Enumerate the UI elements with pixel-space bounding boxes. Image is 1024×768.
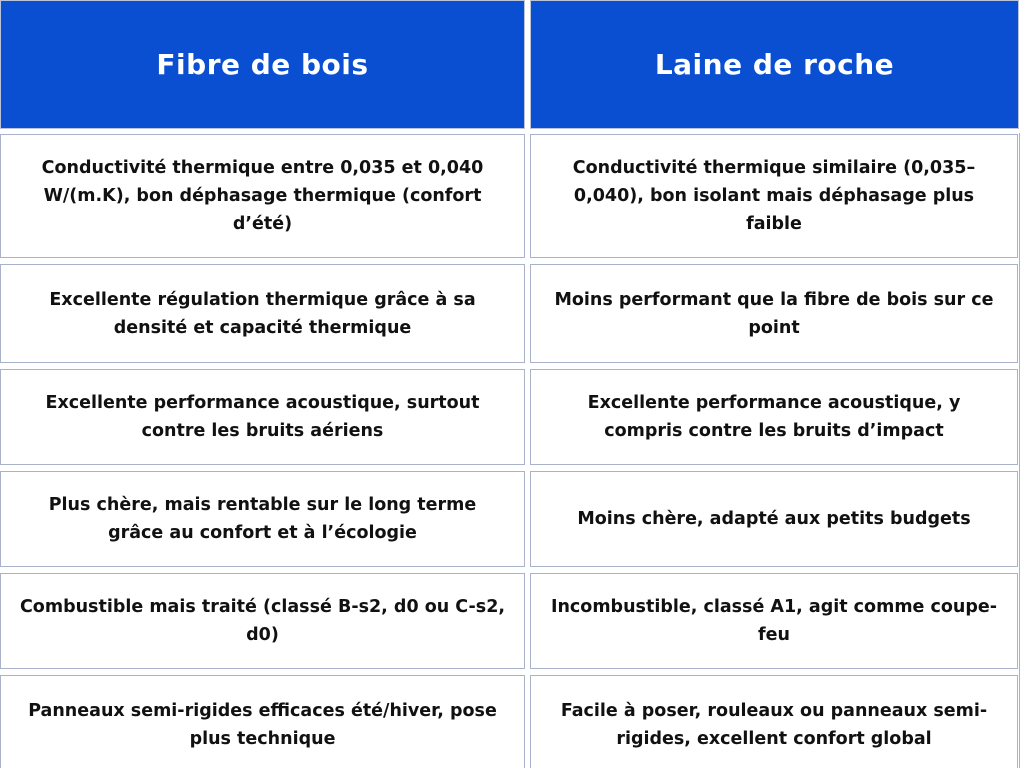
cell-laine-thermal-conductivity	[530, 134, 1018, 258]
cell-text: Panneaux semi-rigides efficaces été/hiver, pose plus technique	[28, 700, 497, 749]
header-label: Fibre de bois	[156, 48, 369, 81]
header-label: Laine de roche	[654, 48, 895, 81]
cell-text: Combustible mais traité (classé B-s2, d0 ou C-s2, d0)	[19, 597, 506, 645]
cell-text: Excellente régulation thermique grâce à sa densité et capacité thermique	[49, 289, 476, 338]
cell-fibre-price	[0, 471, 525, 567]
third-column-edge	[1019, 133, 1024, 768]
header-fibre-de-bois	[0, 0, 525, 129]
cell-fibre-thermal-conductivity	[0, 134, 525, 258]
cell-text: Moins performant que la fibre de bois sur ce point	[554, 289, 994, 338]
cell-laine-fire-resistance	[530, 573, 1018, 669]
header-laine-de-roche	[530, 0, 1019, 129]
cell-fibre-installation	[0, 675, 525, 768]
cell-laine-installation	[530, 675, 1018, 768]
cell-laine-thermal-regulation	[530, 264, 1018, 363]
cell-text: Plus chère, mais rentable sur le long terme grâce au confort et à l’écologie	[48, 495, 477, 543]
cell-text: Conductivité thermique entre 0,035 et 0,040 W/(m.K), bon déphasage thermique (confort d’été)	[41, 158, 484, 234]
cell-laine-acoustic	[530, 369, 1018, 465]
cell-laine-price	[530, 471, 1018, 567]
cell-text: Facile à poser, rouleaux ou panneaux semi-rigides, excellent confort global	[560, 700, 988, 749]
cell-text: Conductivité thermique similaire (0,035–0,040), bon isolant mais déphasage plus faible	[572, 158, 976, 234]
cell-fibre-fire-resistance	[0, 573, 525, 669]
cell-text: Moins chère, adapté aux petits budgets	[577, 509, 971, 529]
cell-text: Incombustible, classé A1, agit comme coupe-feu	[550, 597, 998, 645]
cell-text: Excellente performance acoustique, y compris contre les bruits d’impact	[587, 393, 961, 441]
cell-text: Excellente performance acoustique, surtout contre les bruits aériens	[45, 393, 480, 441]
cell-fibre-acoustic	[0, 369, 525, 465]
cell-fibre-thermal-regulation	[0, 264, 525, 363]
